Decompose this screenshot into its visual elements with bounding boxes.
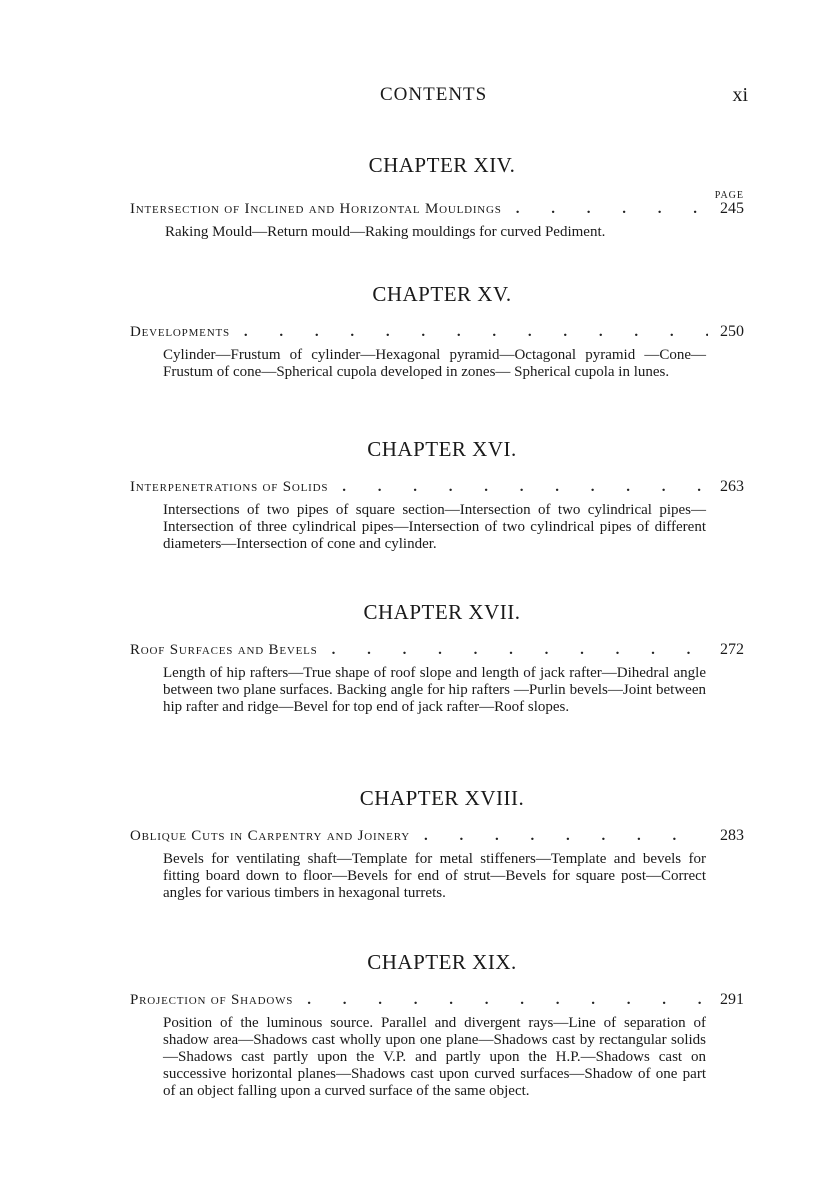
toc-entry[interactable] (130, 991, 744, 1015)
leader-dots (342, 479, 708, 496)
entry-title: Projection of Shadows (130, 992, 294, 1008)
page-column-label: PAGE (714, 190, 744, 201)
chapter-summary: Length of hip rafters—True shape of roof slope and length of jack rafter—Dihedral angle between two plane surfaces. Backing angle for hip rafters —Purlin bevels—Joint between hip rafter and ridge—Bevel for top end of jack rafter—Roof slopes. (163, 665, 706, 715)
entry-title: Roof Surfaces and Bevels (130, 642, 318, 658)
page-header (0, 84, 840, 108)
leader-dots (332, 642, 708, 659)
entry-title: Developments (130, 324, 230, 340)
chapter-heading: CHAPTER XVII. (363, 600, 521, 624)
chapter-xiv (130, 153, 744, 241)
toc-entry[interactable] (130, 641, 744, 665)
leader-dots (516, 201, 708, 218)
entry-page: 283 (720, 827, 744, 844)
chapter-summary: Position of the luminous source. Parallel and divergent rays—Line of separation of shadow area—Shadows cast wholly upon one plane—Shadows cast by rectangular solids—Shadows cast partly upon the V.P. and partly upon the H.P.—Shadows cast on successive horizontal planes—Shadows cast upon curved surfaces—Shadow of one part of an object falling upon a curved surface of the same object. (163, 1015, 706, 1099)
chapter-heading: CHAPTER XVIII. (359, 786, 525, 810)
toc-entry[interactable] (130, 323, 744, 347)
chapter-heading: CHAPTER XIX. (367, 950, 517, 974)
chapter-heading: CHAPTER XV. (372, 282, 512, 306)
entry-title: Oblique Cuts in Carpentry and Joinery (130, 828, 410, 844)
entry-page: 245 (720, 200, 744, 217)
chapter-xix (130, 950, 744, 1100)
chapter-heading: CHAPTER XIV. (368, 153, 516, 177)
entry-page: 263 (720, 478, 744, 495)
entry-page: 291 (720, 991, 744, 1008)
chapter-summary: Cylinder—Frustum of cylinder—Hexagonal pyramid—Octagonal pyramid —Cone—Frustum of cone—Spherical cupola developed in zones— Spherical cupola in lunes. (163, 347, 706, 380)
chapter-summary: Intersections of two pipes of square section—Intersection of two cylindrical pipes—Intersection of three cylindrical pipes—Intersection of two cylindrical pipes of different diameters—Intersection of cone and cylinder. (163, 502, 706, 552)
leader-dots (244, 324, 708, 341)
leader-dots (307, 992, 708, 1009)
entry-title: Interpenetrations of Solids (130, 479, 329, 495)
leader-dots (424, 828, 708, 845)
chapter-summary: Bevels for ventilating shaft—Template for metal stiffeners—Template and bevels for fitting board down to floor—Bevels for end of strut—Bevels for square post—Correct angles for various timbers in hexagonal turrets. (163, 851, 706, 901)
chapter-summary: Raking Mould—Return mould—Raking mouldings for curved Pediment. (165, 224, 606, 240)
toc-entry[interactable] (130, 827, 744, 851)
page-number: xi (732, 84, 748, 106)
running-title: CONTENTS (380, 84, 488, 105)
entry-page: 272 (720, 641, 744, 658)
chapter-xvi (130, 437, 744, 553)
toc-entry[interactable] (130, 190, 744, 224)
entry-title: Intersection of Inclined and Horizontal Mouldings (130, 201, 502, 217)
chapter-xviii (130, 786, 744, 902)
entry-page: 250 (720, 323, 744, 340)
chapter-heading: CHAPTER XVI. (367, 437, 517, 461)
toc-entry[interactable] (130, 478, 744, 502)
chapter-xvii (130, 600, 744, 716)
chapter-xv (130, 282, 744, 381)
